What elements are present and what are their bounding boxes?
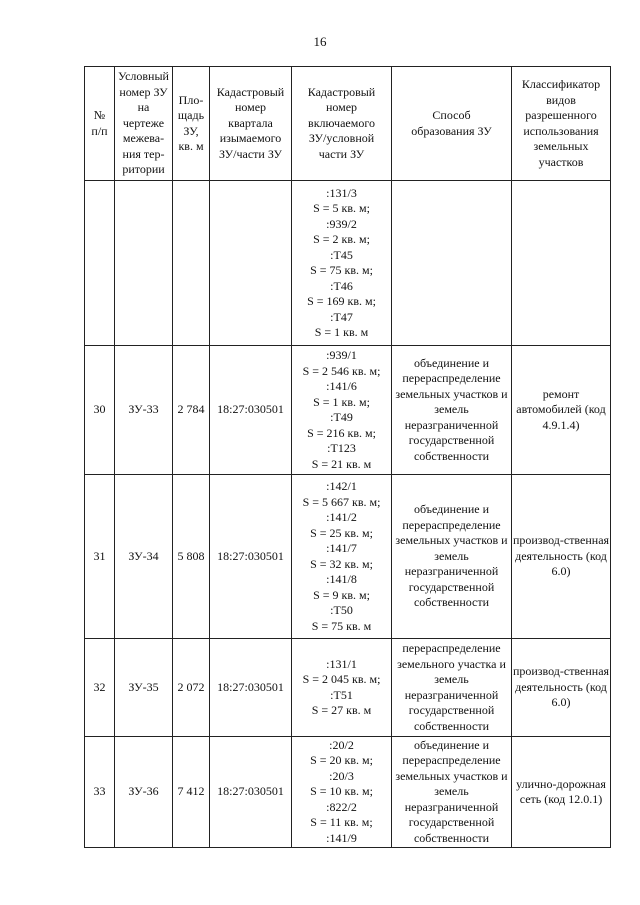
included-line: :822/2 (326, 799, 357, 814)
included-line: S = 75 кв. м (311, 618, 372, 633)
cell-use-classifier: производ-ственная деятельность (код 6.0) (512, 475, 611, 639)
included-line: S = 1 кв. м (314, 325, 369, 339)
cell-area: 2 784 (173, 346, 210, 475)
cell-cadastral-included (292, 346, 392, 475)
included-line: S = 21 кв. м (311, 456, 372, 471)
cell-cadastral-quarter: 18:27:030501 (210, 475, 292, 639)
land-plots-table (84, 66, 611, 848)
included-line: :Т45 (330, 247, 353, 262)
included-line: S = 32 кв. м; (310, 556, 373, 571)
included-line: :142/1 (326, 479, 357, 493)
included-line: :141/6 (326, 379, 357, 393)
cell-formation-method: объединение и перераспределение земельных участков и земель неразграниченной государственной собственности (392, 346, 512, 475)
header-use-classifier: Классификатор видов разрешенного использования земельных участков (512, 67, 611, 181)
cell-cadastral-quarter: 18:27:030501 (210, 346, 292, 475)
included-line: S = 5 667 кв. м; (302, 494, 381, 509)
included-line: S = 216 кв. м; (307, 425, 376, 440)
included-line: S = 27 кв. м (311, 703, 372, 717)
included-line: S = 2 045 кв. м; (302, 672, 381, 686)
table-row (85, 737, 611, 848)
cell-cadastral-included (292, 737, 392, 848)
cell-use-classifier (512, 181, 611, 346)
included-line: :Т49 (330, 410, 353, 424)
cell-zu-number: ЗУ-35 (115, 639, 173, 737)
included-line: :20/2 (329, 737, 354, 752)
cell-use-classifier: ремонт автомобилей (код 4.9.1.4) (512, 346, 611, 475)
cell-cadastral-included (292, 181, 392, 346)
header-formation-method: Способ образования ЗУ (392, 67, 512, 181)
cell-cadastral-quarter (210, 181, 292, 346)
included-line: :141/7 (326, 541, 357, 555)
table-row (85, 475, 611, 639)
cell-use-classifier: производ-ственная деятельность (код 6.0) (512, 639, 611, 737)
cell-zu-number: ЗУ-36 (115, 737, 173, 848)
cell-number: 32 (85, 639, 115, 737)
included-line: :Т46 (330, 278, 353, 293)
included-line: S = 1 кв. м; (313, 394, 370, 409)
header-area: Пло- щадь ЗУ, кв. м (173, 67, 210, 181)
cell-cadastral-included (292, 639, 392, 737)
cell-area (173, 181, 210, 346)
included-line: :131/3 (326, 185, 357, 200)
included-line: :141/9 (326, 830, 357, 845)
included-line: :131/1 (326, 656, 357, 671)
cell-formation-method: объединение и перераспределение земельных участков и земель неразграниченной государственной собственности (392, 475, 512, 639)
included-line: S = 2 кв. м; (313, 232, 370, 246)
cell-formation-method: перераспределение земельного участка и земель неразграниченной государственной собственности (392, 639, 512, 737)
header-zu-number: Условный номер ЗУ на чертеже межева- ния тер- ритории (115, 67, 173, 181)
included-line: S = 20 кв. м; (310, 753, 373, 768)
cell-zu-number: ЗУ-33 (115, 346, 173, 475)
included-line: :Т123 (327, 441, 356, 455)
included-line: :939/1 (326, 348, 357, 362)
page-number: 16 (313, 34, 327, 49)
included-line: S = 9 кв. м; (313, 587, 370, 602)
cell-number: 31 (85, 475, 115, 639)
table-header-row (85, 67, 611, 181)
included-line: S = 10 кв. м; (310, 784, 373, 799)
cell-number (85, 181, 115, 346)
included-line: S = 2 546 кв. м; (302, 363, 381, 378)
table-row (85, 346, 611, 475)
included-line: :Т51 (330, 687, 353, 702)
table-row (85, 181, 611, 346)
cell-zu-number (115, 181, 173, 346)
included-line: S = 75 кв. м; (310, 263, 373, 277)
cell-use-classifier: улично-дорожная сеть (код 12.0.1) (512, 737, 611, 848)
included-line: :Т47 (330, 309, 353, 324)
included-line: S = 169 кв. м; (307, 294, 376, 308)
included-line: :141/8 (326, 572, 357, 586)
cell-zu-number: ЗУ-34 (115, 475, 173, 639)
cell-cadastral-quarter: 18:27:030501 (210, 639, 292, 737)
cell-area: 5 808 (173, 475, 210, 639)
cell-number: 33 (85, 737, 115, 848)
table-row (85, 639, 611, 737)
header-number: № п/п (85, 67, 115, 181)
included-line: :20/3 (329, 768, 354, 783)
included-line: S = 11 кв. м; (310, 815, 373, 830)
included-line: S = 25 кв. м; (310, 525, 373, 540)
cell-area: 7 412 (173, 737, 210, 848)
included-line: :141/2 (326, 510, 357, 524)
header-cadastral-included: Кадастровый номер включаемого ЗУ/условной части ЗУ (292, 67, 392, 181)
included-line: S = 5 кв. м; (313, 201, 370, 215)
cell-number: 30 (85, 346, 115, 475)
cell-cadastral-quarter: 18:27:030501 (210, 737, 292, 848)
cell-formation-method: объединение и перераспределение земельных участков и земель неразграниченной государственной собственности (392, 737, 512, 848)
included-line: :Т50 (330, 603, 353, 617)
header-cadastral-quarter: Кадастровый номер квартала изымаемого ЗУ/части ЗУ (210, 67, 292, 181)
cell-cadastral-included (292, 475, 392, 639)
cell-formation-method (392, 181, 512, 346)
included-line: :939/2 (326, 216, 357, 231)
cell-area: 2 072 (173, 639, 210, 737)
